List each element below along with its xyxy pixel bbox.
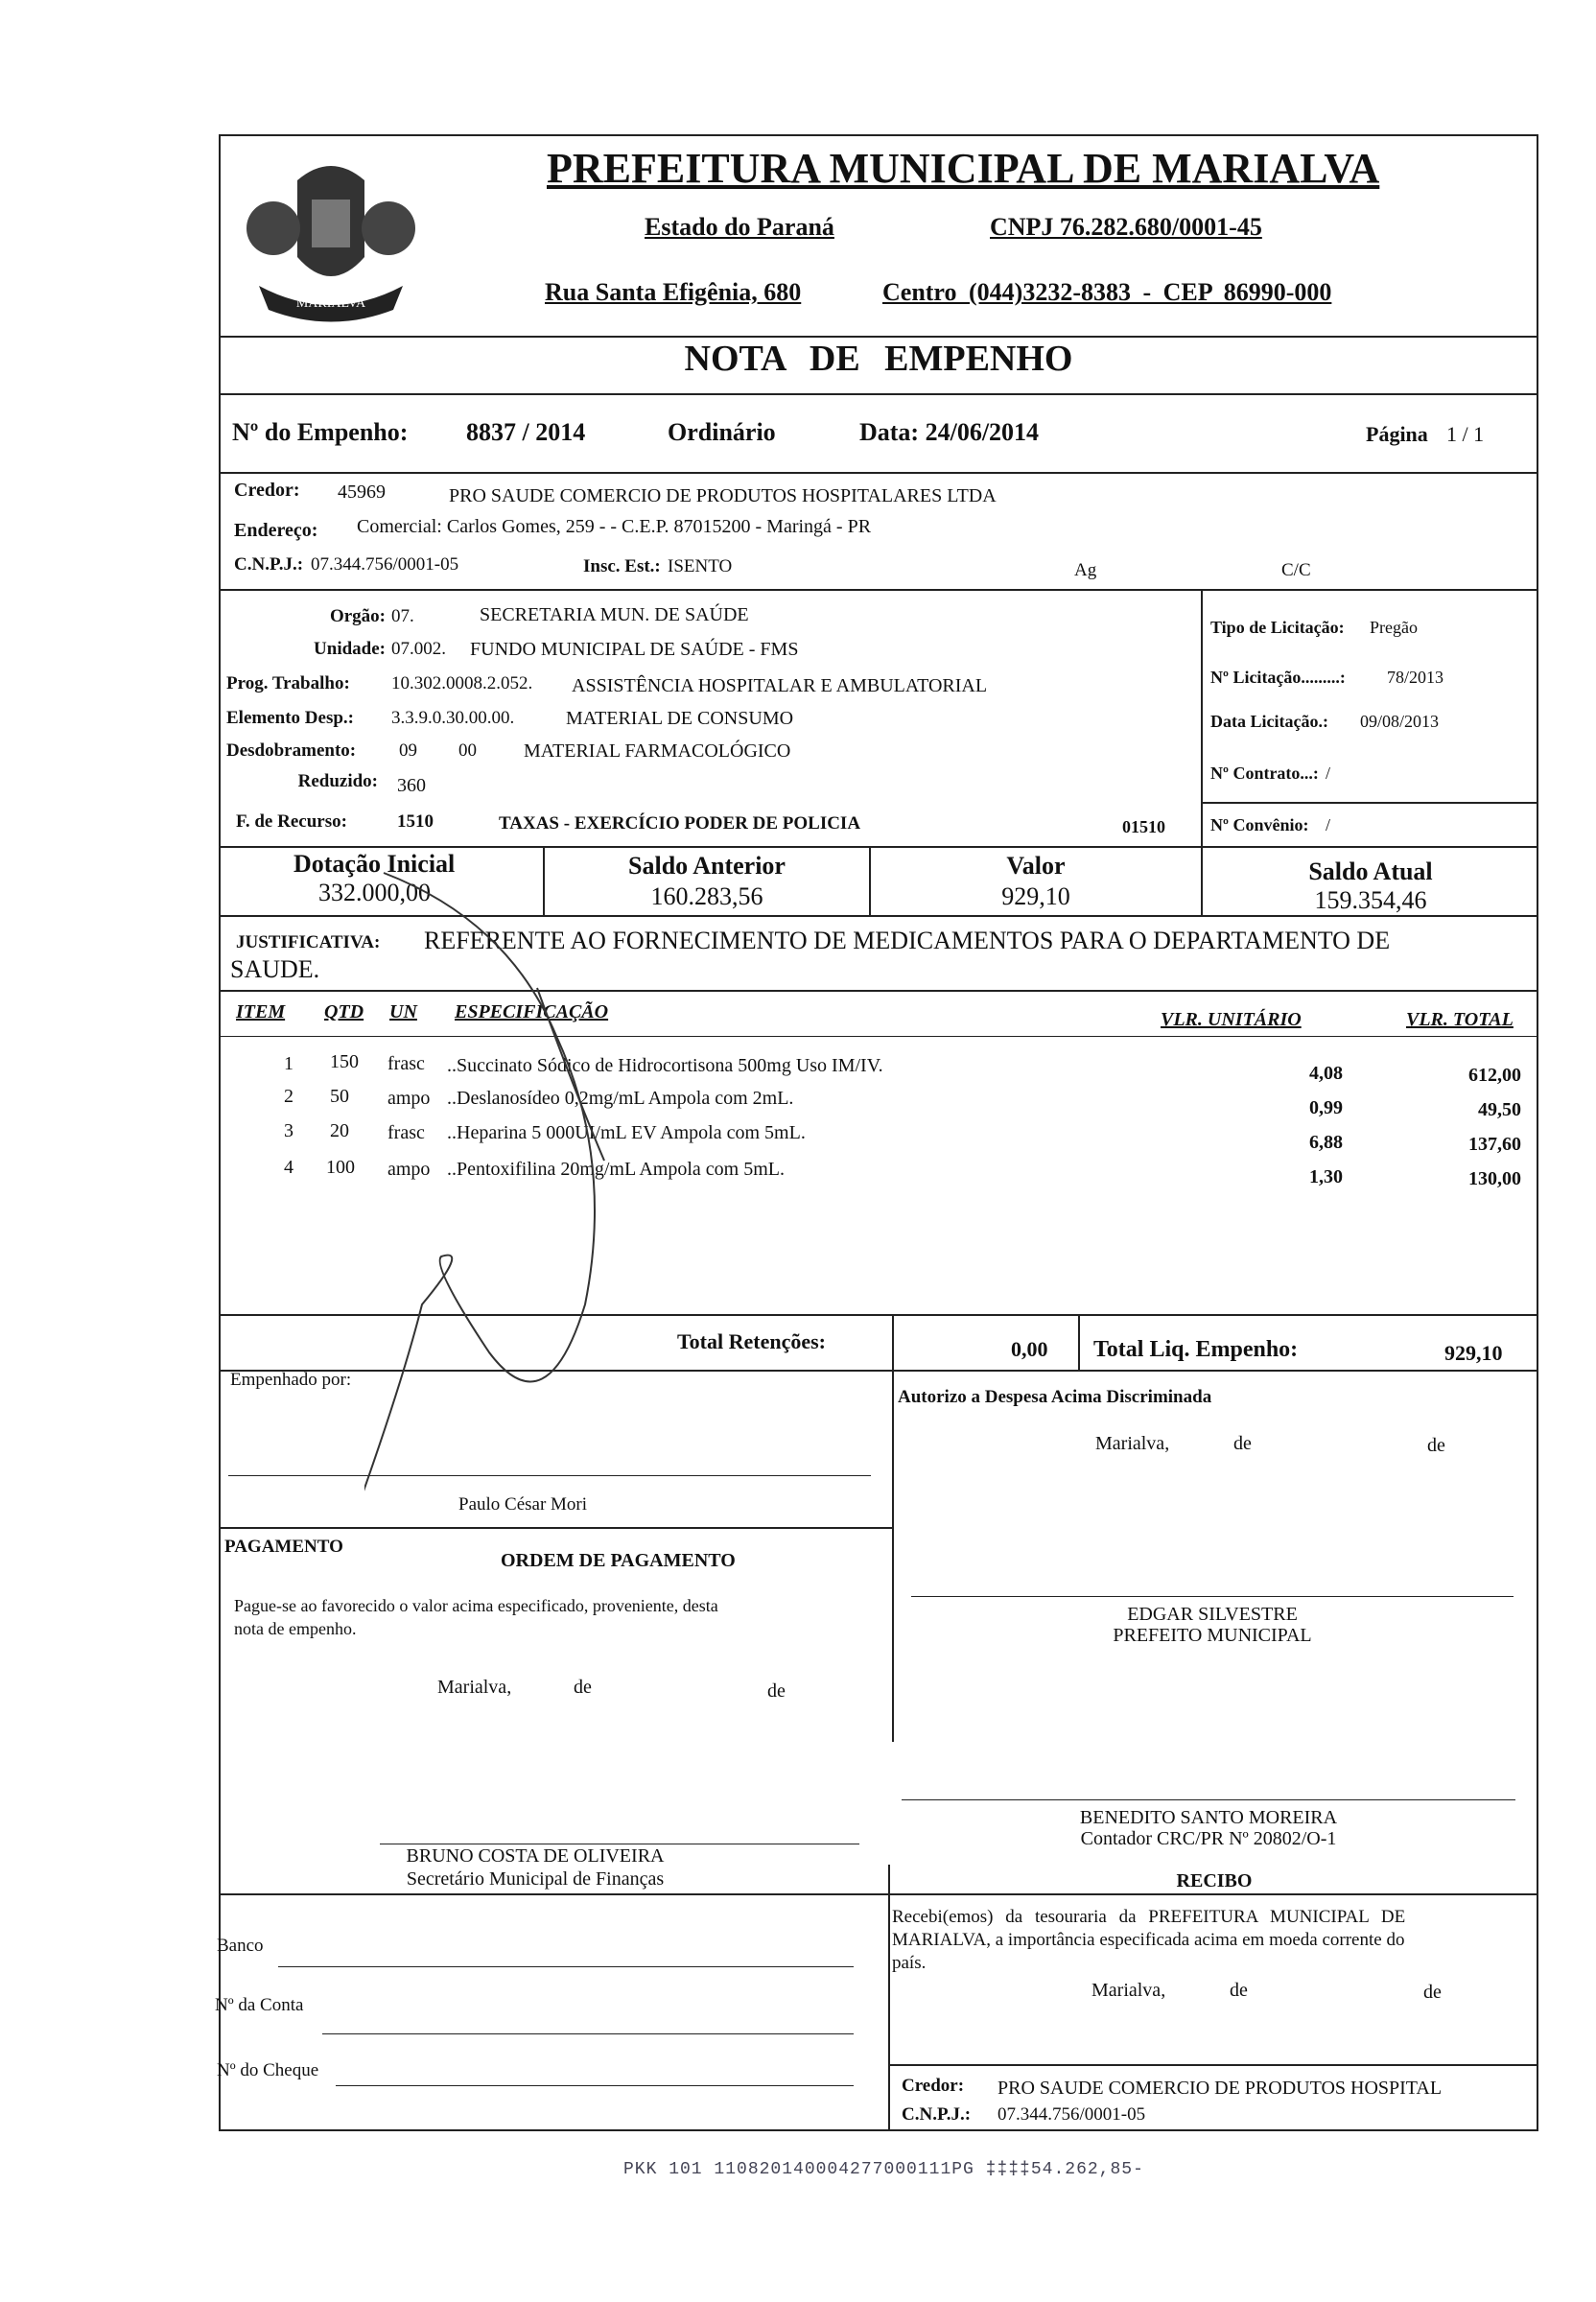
cc-label: C/C [1281,560,1311,580]
recibo-title: RECIBO [1176,1870,1253,1891]
document-title: NOTA DE EMPENHO [684,339,1073,379]
contador-role: Contador CRC/PR Nº 20802/O-1 [1080,1828,1337,1849]
item-spec: ..Heparina 5 000UI/mL EV Ampola com 5mL. [447,1122,806,1143]
ordem-pagamento: ORDEM DE PAGAMENTO [501,1550,736,1571]
empenho-date: Data: 24/06/2014 [859,418,1040,446]
recibo-line3: país. [892,1953,927,1973]
empenhado-signer: Paulo César Mori [458,1494,588,1515]
desdobramento-code2: 00 [458,740,477,761]
recurso-name: TAXAS - EXERCÍCIO PODER DE POLICIA [499,813,861,834]
recibo-place: Marialva, [1091,1980,1166,2001]
autorizo-label: Autorizo a Despesa Acima Discriminada [898,1387,1212,1407]
empenho-number-label: Nº do Empenho: [232,418,409,446]
item-spec: ..Deslanosídeo 0,2mg/mL Ampola com 2mL. [447,1088,794,1109]
item-total-value: 137,60 [1468,1134,1521,1155]
pagamento-de1: de [574,1677,592,1698]
financas-name: BRUNO COSTA DE OLIVEIRA [406,1845,665,1867]
liquido-label: Total Liq. Empenho: [1093,1337,1299,1362]
convenio-label: Nº Convênio: [1210,815,1309,834]
credor-address: Comercial: Carlos Gomes, 259 - - C.E.P. 87015200 - Maringá - PR [357,516,872,537]
item-spec: ..Pentoxifilina 20mg/mL Ampola com 5mL. [447,1159,786,1180]
liquido-value: 929,10 [1444,1341,1503,1365]
credor-label: Credor: [234,480,300,501]
justificativa-text: REFERENTE AO FORNECIMENTO DE MEDICAMENTOS PARA O DEPARTAMENTO DE [424,927,1391,954]
recibo-de1: de [1230,1980,1248,2001]
orgao-label: Orgão: [329,606,386,626]
item-number: 1 [284,1053,293,1074]
item-un: ampo [387,1088,431,1109]
cheque-label[interactable]: Nº do Cheque [217,2060,319,2080]
header-address-rest: Centro (044)3232-8383 - CEP 86990-000 [882,278,1332,306]
pagamento-label: PAGAMENTO [224,1537,343,1557]
item-number: 2 [284,1086,293,1107]
dotacao-value: 332.000,00 [318,879,431,906]
numero-licitacao-label: Nº Licitação.........: [1210,668,1346,687]
state-label: Estado do Paraná [645,213,834,241]
saldo-atual-value: 159.354,46 [1314,886,1427,914]
empenho-number: 8837 / 2014 [466,418,586,446]
autorizo-place: Marialva, [1095,1433,1170,1454]
tipo-licitacao: Pregão [1370,618,1418,637]
item-unit-value: 0,99 [1309,1097,1343,1118]
orgao-name: SECRETARIA MUN. DE SAÚDE [480,604,749,625]
recibo-cnpj: 07.344.756/0001-05 [998,2104,1146,2125]
item-qtd: 50 [330,1086,349,1107]
retencoes-value: 0,00 [1011,1337,1048,1361]
data-licitacao-label: Data Licitação.: [1210,712,1328,731]
empenhado-label: Empenhado por: [230,1370,352,1390]
recibo-line1: Recebi(emos) da tesouraria da PREFEITURA MUNICIPAL DE [892,1907,1406,1927]
header-cnpj: CNPJ 76.282.680/0001-45 [990,213,1262,241]
financas-role: Secretário Municipal de Finanças [406,1868,665,1890]
recurso-label: F. de Recurso: [236,811,347,832]
recibo-credor: PRO SAUDE COMERCIO DE PRODUTOS HOSPITAL [998,2078,1443,2099]
unidade-code: 07.002. [391,639,446,659]
svg-text:MARIALVA: MARIALVA [295,296,366,311]
elemento-label: Elemento Desp.: [226,708,354,728]
recibo-de2: de [1423,1982,1442,2003]
saldo-anterior-label: Saldo Anterior [628,852,786,880]
reduzido-label: Reduzido: [297,771,378,791]
justificativa-text2: SAUDE. [230,955,320,983]
reduzido-value: 360 [397,775,426,796]
autorizo-de1: de [1233,1433,1252,1454]
credor-code: 45969 [338,482,386,503]
unidade-name: FUNDO MUNICIPAL DE SAÚDE - FMS [470,639,799,660]
address-label: Endereço: [234,520,318,541]
item-number: 4 [284,1157,293,1178]
coat-of-arms [240,142,422,334]
convenio-value: / [1326,815,1331,834]
col-un: UN [389,1001,417,1022]
numero-licitacao: 78/2013 [1387,668,1444,687]
justificativa-label: JUSTIFICATIVA: [236,932,381,952]
ag-label: Ag [1074,560,1097,580]
credor-name: PRO SAUDE COMERCIO DE PRODUTOS HOSPITALARES LTDA [449,485,997,506]
contrato-label: Nº Contrato...: [1210,763,1319,783]
autorizo-de2: de [1427,1435,1445,1456]
insc-value: ISENTO [668,556,733,576]
tipo-licitacao-label: Tipo de Licitação: [1210,618,1345,637]
recibo-credor-label: Credor: [902,2076,965,2096]
cnpj-label: C.N.P.J.: [234,554,304,575]
item-unit-value: 1,30 [1309,1166,1343,1187]
col-qtd: QTD [324,1001,364,1022]
col-total-value: VLR. TOTAL [1406,1009,1514,1030]
item-un: frasc [387,1122,425,1143]
item-number: 3 [284,1120,293,1141]
prog-code: 10.302.0008.2.052. [391,673,533,693]
header-address: Rua Santa Efigênia, 680 [545,278,802,306]
recurso-code: 1510 [397,811,434,832]
desdobramento-label: Desdobramento: [226,740,357,761]
page-label: Página [1366,422,1428,446]
item-unit-value: 6,88 [1309,1132,1343,1153]
col-item: ITEM [236,1001,286,1022]
unidade-label: Unidade: [314,639,386,659]
signature [364,844,748,1515]
col-unit-value: VLR. UNITÁRIO [1161,1009,1302,1030]
pagamento-de2: de [767,1680,786,1702]
pagamento-place: Marialva, [437,1677,512,1698]
banco-label[interactable]: Banco [217,1936,264,1956]
valor-label: Valor [1006,852,1066,880]
empenho-type: Ordinário [668,418,776,446]
item-un: frasc [387,1053,425,1074]
retencoes-label: Total Retenções: [677,1329,826,1353]
pagamento-text1: Pague-se ao favorecido o valor acima especificado, proveniente, desta [234,1596,718,1615]
prog-name: ASSISTÊNCIA HOSPITALAR E AMBULATORIAL [572,675,988,696]
item-un: ampo [387,1159,431,1180]
recurso-code2: 01510 [1122,817,1165,836]
page-number: 1 / 1 [1446,422,1485,446]
item-unit-value: 4,08 [1309,1063,1343,1084]
item-qtd: 150 [330,1051,359,1072]
autorizo-signer-role: PREFEITO MUNICIPAL [1113,1625,1312,1646]
col-spec: ESPECIFICAÇÃO [455,1001,609,1022]
prog-label: Prog. Trabalho: [226,673,350,693]
item-qtd: 20 [330,1120,349,1141]
contador-name: BENEDITO SANTO MOREIRA [1079,1807,1338,1828]
credor-cnpj: 07.344.756/0001-05 [311,554,459,575]
conta-label[interactable]: Nº da Conta [215,1995,304,2015]
data-licitacao: 09/08/2013 [1360,712,1440,731]
recibo-cnpj-label: C.N.P.J.: [902,2104,972,2125]
valor-value: 929,10 [1001,882,1070,910]
recibo-line2: MARIALVA, a importância especificada acima em moeda corrente do [892,1930,1405,1950]
insc-label: Insc. Est.: [583,556,661,576]
item-total-value: 612,00 [1468,1065,1521,1086]
orgao-code: 07. [391,606,414,626]
pagamento-text2: nota de empenho. [234,1619,357,1638]
page-title: PREFEITURA MUNICIPAL DE MARIALVA [547,145,1380,192]
dotacao-label: Dotação Inicial [293,850,456,878]
machine-code: PKK 101 110820140004277000111PG ‡‡‡‡54.262,85- [623,2160,1144,2179]
contrato-value: / [1326,763,1331,783]
saldo-anterior-value: 160.283,56 [650,882,763,910]
saldo-atual-label: Saldo Atual [1308,857,1433,885]
item-spec: ..Succinato Sódico de Hidrocortisona 500mg Uso IM/IV. [447,1055,883,1076]
item-qtd: 100 [326,1157,355,1178]
elemento-code: 3.3.9.0.30.00.00. [391,708,515,728]
item-total-value: 49,50 [1478,1099,1521,1120]
elemento-name: MATERIAL DE CONSUMO [566,708,794,729]
autorizo-signer: EDGAR SILVESTRE [1127,1604,1298,1625]
item-total-value: 130,00 [1468,1168,1521,1189]
desdobramento-code1: 09 [399,740,417,761]
desdobramento-name: MATERIAL FARMACOLÓGICO [524,740,791,762]
